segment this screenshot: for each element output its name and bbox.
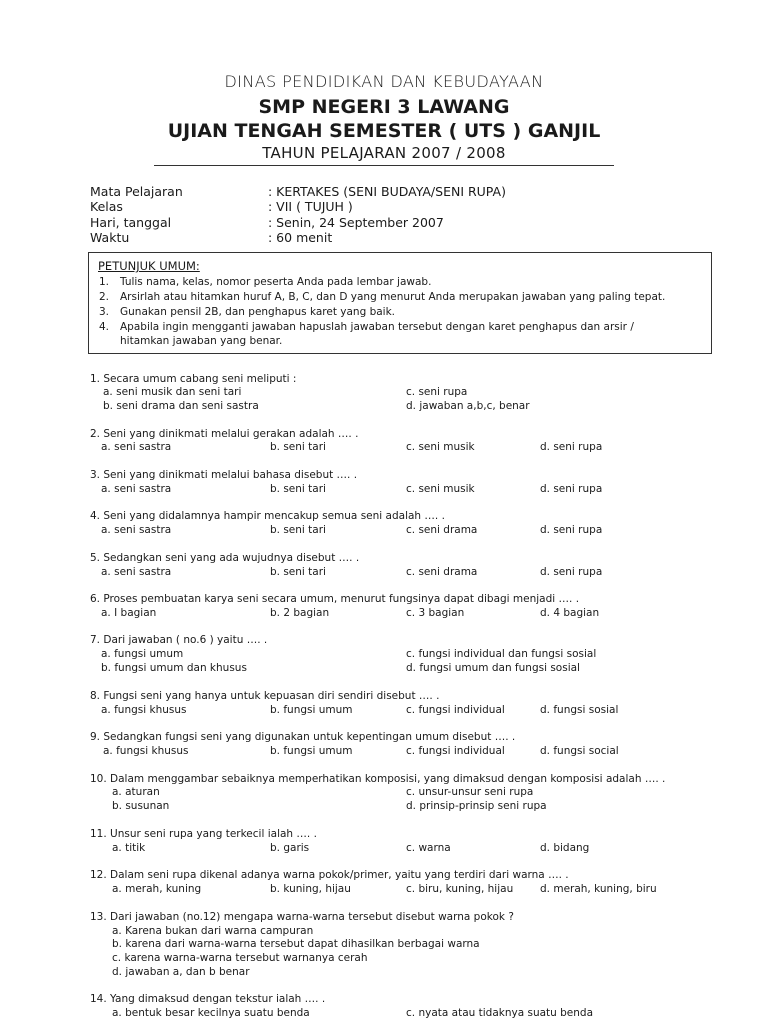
header-school: SMP NEGERI 3 LAWANG (258, 96, 510, 118)
answer-option: b. garis (270, 842, 310, 854)
answer-option: a. Karena bukan dari warna campuran (112, 925, 314, 937)
answer-option: b. kuning, hijau (270, 883, 351, 895)
instruction-number: 2. (99, 291, 110, 303)
answer-option: b. fungsi umum dan khusus (101, 662, 247, 674)
question-text: 9. Sedangkan fungsi seni yang digunakan untuk kepentingan umum disebut …. . (90, 731, 516, 743)
answer-option: c. seni musik (406, 441, 475, 453)
answer-option: d. jawaban a, dan b benar (112, 966, 250, 978)
answer-option: c. unsur-unsur seni rupa (406, 786, 534, 798)
answer-option: b. fungsi umum (270, 704, 353, 716)
answer-option: b. karena dari warna-warna tersebut dapat dihasilkan berbagai warna (112, 938, 480, 950)
instruction-text: Gunakan pensil 2B, dan penghapus karet yang baik. (120, 306, 396, 318)
info-label: Kelas (90, 199, 123, 214)
answer-option: d. bidang (540, 842, 590, 854)
answer-option: a. merah, kuning (112, 883, 202, 895)
answer-option: b. seni tari (270, 566, 326, 578)
answer-option: c. fungsi individual (406, 704, 505, 716)
answer-option: c. warna (406, 842, 451, 854)
answer-option: d. prinsip-prinsip seni rupa (406, 800, 547, 812)
header-agency: DINAS PENDIDIKAN DAN KEBUDAYAAN (224, 72, 544, 91)
info-value: : Senin, 24 September 2007 (268, 215, 444, 230)
instruction-text: Tulis nama, kelas, nomor peserta Anda pada lembar jawab. (120, 276, 432, 288)
answer-option: a. aturan (112, 786, 160, 798)
answer-option: a. seni sastra (101, 566, 172, 578)
instruction-number: 3. (99, 306, 110, 318)
instruction-number: 1. (99, 276, 110, 288)
answer-option: d. merah, kuning, biru (540, 883, 657, 895)
answer-option: a. fungsi khusus (101, 704, 187, 716)
header-divider (154, 165, 614, 166)
answer-option: d. seni rupa (540, 566, 603, 578)
answer-option: b. seni tari (270, 483, 326, 495)
question-text: 10. Dalam menggambar sebaiknya memperhatikan komposisi, yang dimaksud dengan komposisi adalah …. . (90, 773, 666, 785)
answer-option: c. karena warna-warna tersebut warnanya cerah (112, 952, 368, 964)
answer-option: a. seni musik dan seni tari (103, 386, 242, 398)
header-year: TAHUN PELAJARAN 2007 / 2008 (262, 144, 506, 162)
answer-option: a. fungsi umum (101, 648, 184, 660)
answer-option: c. fungsi individual (406, 745, 505, 757)
answer-option: b. 2 bagian (270, 607, 330, 619)
answer-option: b. fungsi umum (270, 745, 353, 757)
answer-option: a. titik (112, 842, 146, 854)
answer-option: b. seni tari (270, 441, 326, 453)
answer-option: a. fungsi khusus (103, 745, 189, 757)
header-exam: UJIAN TENGAH SEMESTER ( UTS ) GANJIL (167, 120, 601, 142)
instruction-text: hitamkan jawaban yang benar. (120, 335, 283, 347)
answer-option: c. seni drama (406, 566, 478, 578)
answer-option: c. 3 bagian (406, 607, 465, 619)
instruction-text: Arsirlah atau hitamkan huruf A, B, C, dan D yang menurut Anda merupakan jawaban yang paling tepat. (120, 291, 666, 303)
answer-option: a. bentuk besar kecilnya suatu benda (112, 1007, 310, 1019)
question-text: 4. Seni yang didalamnya hampir mencakup semua seni adalah …. . (90, 510, 445, 522)
question-text: 13. Dari jawaban (no.12) mengapa warna-warna tersebut disebut warna pokok ? (90, 911, 514, 923)
answer-option: d. fungsi umum dan fungsi sosial (406, 662, 580, 674)
info-label: Mata Pelajaran (90, 184, 183, 199)
answer-option: b. susunan (112, 800, 170, 812)
question-text: 7. Dari jawaban ( no.6 ) yaitu …. . (90, 634, 268, 646)
answer-option: d. jawaban a,b,c, benar (406, 400, 530, 412)
answer-option: d. fungsi sosial (540, 704, 619, 716)
info-value: : KERTAKES (SENI BUDAYA/SENI RUPA) (268, 184, 506, 199)
instruction-text: Apabila ingin mengganti jawaban hapuslah jawaban tersebut dengan karet penghapus dan arsir / (120, 321, 634, 333)
question-text: 1. Secara umum cabang seni meliputi : (90, 373, 297, 385)
question-text: 12. Dalam seni rupa dikenal adanya warna pokok/primer, yaitu yang terdiri dari warna …. . (90, 869, 569, 881)
question-text: 11. Unsur seni rupa yang terkecil ialah …. . (90, 828, 317, 840)
answer-option: c. fungsi individual dan fungsi sosial (406, 648, 597, 660)
answer-option: d. seni rupa (540, 524, 603, 536)
question-text: 14. Yang dimaksud dengan tekstur ialah …. . (90, 993, 326, 1005)
info-value: : VII ( TUJUH ) (268, 199, 353, 214)
info-label: Hari, tanggal (90, 215, 172, 230)
answer-option: c. seni rupa (406, 386, 468, 398)
question-text: 8. Fungsi seni yang hanya untuk kepuasan diri sendiri disebut …. . (90, 690, 440, 702)
info-label: Waktu (90, 230, 130, 245)
answer-option: a. I bagian (101, 607, 157, 619)
answer-option: c. seni musik (406, 483, 475, 495)
answer-option: d. seni rupa (540, 441, 603, 453)
answer-option: d. seni rupa (540, 483, 603, 495)
answer-option: a. seni sastra (101, 524, 172, 536)
instruction-number: 4. (99, 321, 110, 333)
question-text: 5. Sedangkan seni yang ada wujudnya disebut …. . (90, 552, 360, 564)
question-text: 6. Proses pembuatan karya seni secara umum, menurut fungsinya dapat dibagi menjadi …. . (90, 593, 580, 605)
answer-option: b. seni tari (270, 524, 326, 536)
answer-option: a. seni sastra (101, 483, 172, 495)
answer-option: d. 4 bagian (540, 607, 600, 619)
answer-option: c. biru, kuning, hijau (406, 883, 514, 895)
question-text: 2. Seni yang dinikmati melalui gerakan adalah …. . (90, 428, 359, 440)
answer-option: b. seni drama dan seni sastra (103, 400, 259, 412)
answer-option: d. fungsi social (540, 745, 619, 757)
question-text: 3. Seni yang dinikmati melalui bahasa disebut …. . (90, 469, 358, 481)
instructions-title: PETUNJUK UMUM: (98, 259, 200, 273)
answer-option: a. seni sastra (101, 441, 172, 453)
instructions-box (88, 252, 712, 354)
info-value: : 60 menit (268, 230, 333, 245)
answer-option: c. nyata atau tidaknya suatu benda (406, 1007, 594, 1019)
answer-option: c. seni drama (406, 524, 478, 536)
